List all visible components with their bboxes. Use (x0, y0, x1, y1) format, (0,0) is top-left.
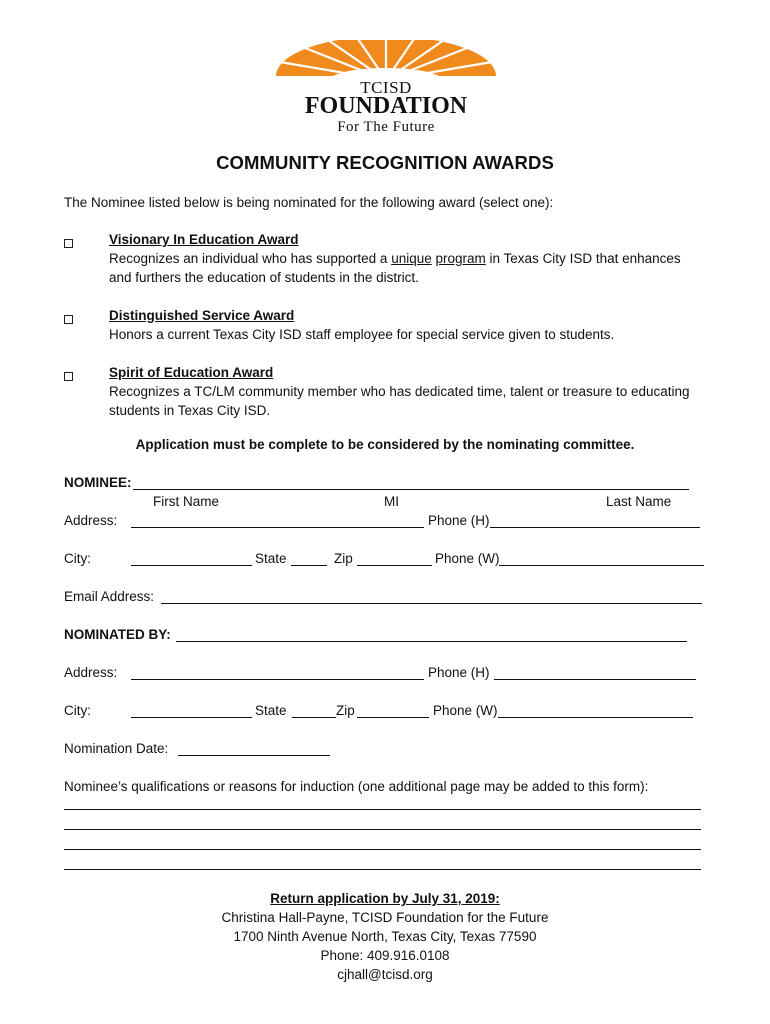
nominator-phone-h-field[interactable] (494, 679, 696, 680)
qualifications-line-2[interactable] (64, 829, 701, 830)
award-1-description-line-1 (109, 251, 681, 266)
nominee-city-field[interactable] (131, 565, 252, 566)
nominee-label: NOMINEE: (64, 475, 132, 490)
contact-address: 1700 Ninth Avenue North, Texas City, Texas 77590 (233, 929, 537, 944)
award-1-desc-pre: Recognizes an individual who has supported a (109, 251, 392, 266)
qualifications-line-3[interactable] (64, 849, 701, 850)
award-2-description-line-1: Honors a current Texas City ISD staff employee for special service given to students. (109, 327, 615, 342)
mi-caption: MI (384, 494, 399, 509)
nominee-phone-w-label: Phone (W) (435, 551, 500, 566)
award-1-desc-post: in Texas City ISD that enhances (485, 251, 681, 266)
nominee-phone-h-label: Phone (H) (428, 513, 490, 528)
tcisd-foundation-logo (270, 40, 502, 136)
award-3-description-line-2: students in Texas City ISD. (109, 403, 271, 418)
nominator-phone-h-label: Phone (H) (428, 665, 490, 680)
logo-line-1: TCISD (360, 78, 412, 97)
award-1-description-line-2: and furthers the education of students in the district. (109, 270, 419, 285)
nominee-zip-label: Zip (334, 551, 353, 566)
nominator-name-field[interactable] (176, 641, 687, 642)
nominee-phone-w-field[interactable] (499, 565, 704, 566)
nominator-state-field[interactable] (292, 717, 336, 718)
logo-line-3: For The Future (337, 119, 435, 135)
award-1-desc-program: program (435, 251, 486, 266)
qualifications-line-4[interactable] (64, 869, 701, 870)
award-1-name: Visionary In Education Award (109, 232, 299, 247)
nominee-phone-h-field[interactable] (490, 527, 700, 528)
page-title: COMMUNITY RECOGNITION AWARDS (216, 152, 554, 173)
first-name-caption: First Name (153, 494, 220, 509)
nominee-address-field[interactable] (131, 527, 424, 528)
completion-notice: Application must be complete to be considered by the nominating committee. (135, 437, 635, 452)
award-1-desc-unique: unique (391, 251, 432, 266)
qualifications-line-1[interactable] (64, 809, 701, 810)
award-3-checkbox[interactable] (64, 372, 73, 381)
last-name-caption: Last Name (606, 494, 672, 509)
contact-name: Christina Hall-Payne, TCISD Foundation for the Future (221, 910, 549, 925)
contact-phone: Phone: 409.916.0108 (320, 948, 450, 963)
qualifications-label: Nominee’s qualifications or reasons for induction (one additional page may be added to this form): (64, 779, 649, 794)
nominator-zip-label: Zip (336, 703, 355, 718)
nominator-city-label: City: (64, 703, 91, 718)
nominee-state-field[interactable] (291, 565, 327, 566)
nomination-date-label: Nomination Date: (64, 741, 169, 756)
nominee-name-field[interactable] (133, 489, 689, 490)
nominee-city-label: City: (64, 551, 91, 566)
award-1-checkbox[interactable] (64, 239, 73, 248)
intro-text: The Nominee listed below is being nominated for the following award (select one): (64, 195, 554, 210)
return-deadline: Return application by July 31, 2019: (270, 891, 500, 906)
logo-line-2: FOUNDATION (304, 93, 468, 119)
nominee-email-label: Email Address: (64, 589, 155, 604)
nominee-state-label: State (255, 551, 287, 566)
award-2-name: Distinguished Service Award (109, 308, 295, 323)
award-3-name: Spirit of Education Award (109, 365, 274, 380)
nomination-date-field[interactable] (178, 755, 330, 756)
award-3-description-line-1: Recognizes a TC/LM community member who has dedicated time, talent or treasure to educating (109, 384, 690, 399)
nominated-by-label: NOMINATED BY: (64, 627, 171, 642)
nominee-email-field[interactable] (161, 603, 702, 604)
nominator-zip-field[interactable] (357, 717, 429, 718)
nominator-address-field[interactable] (131, 679, 424, 680)
award-2-checkbox[interactable] (64, 315, 73, 324)
nominator-state-label: State (255, 703, 287, 718)
nominator-phone-w-field[interactable] (498, 717, 693, 718)
nominee-zip-field[interactable] (357, 565, 432, 566)
nominator-city-field[interactable] (131, 717, 252, 718)
nominee-address-label: Address: (64, 513, 118, 528)
nominator-address-label: Address: (64, 665, 118, 680)
contact-email[interactable]: cjhall@tcisd.org (337, 967, 433, 982)
nominator-phone-w-label: Phone (W) (433, 703, 498, 718)
